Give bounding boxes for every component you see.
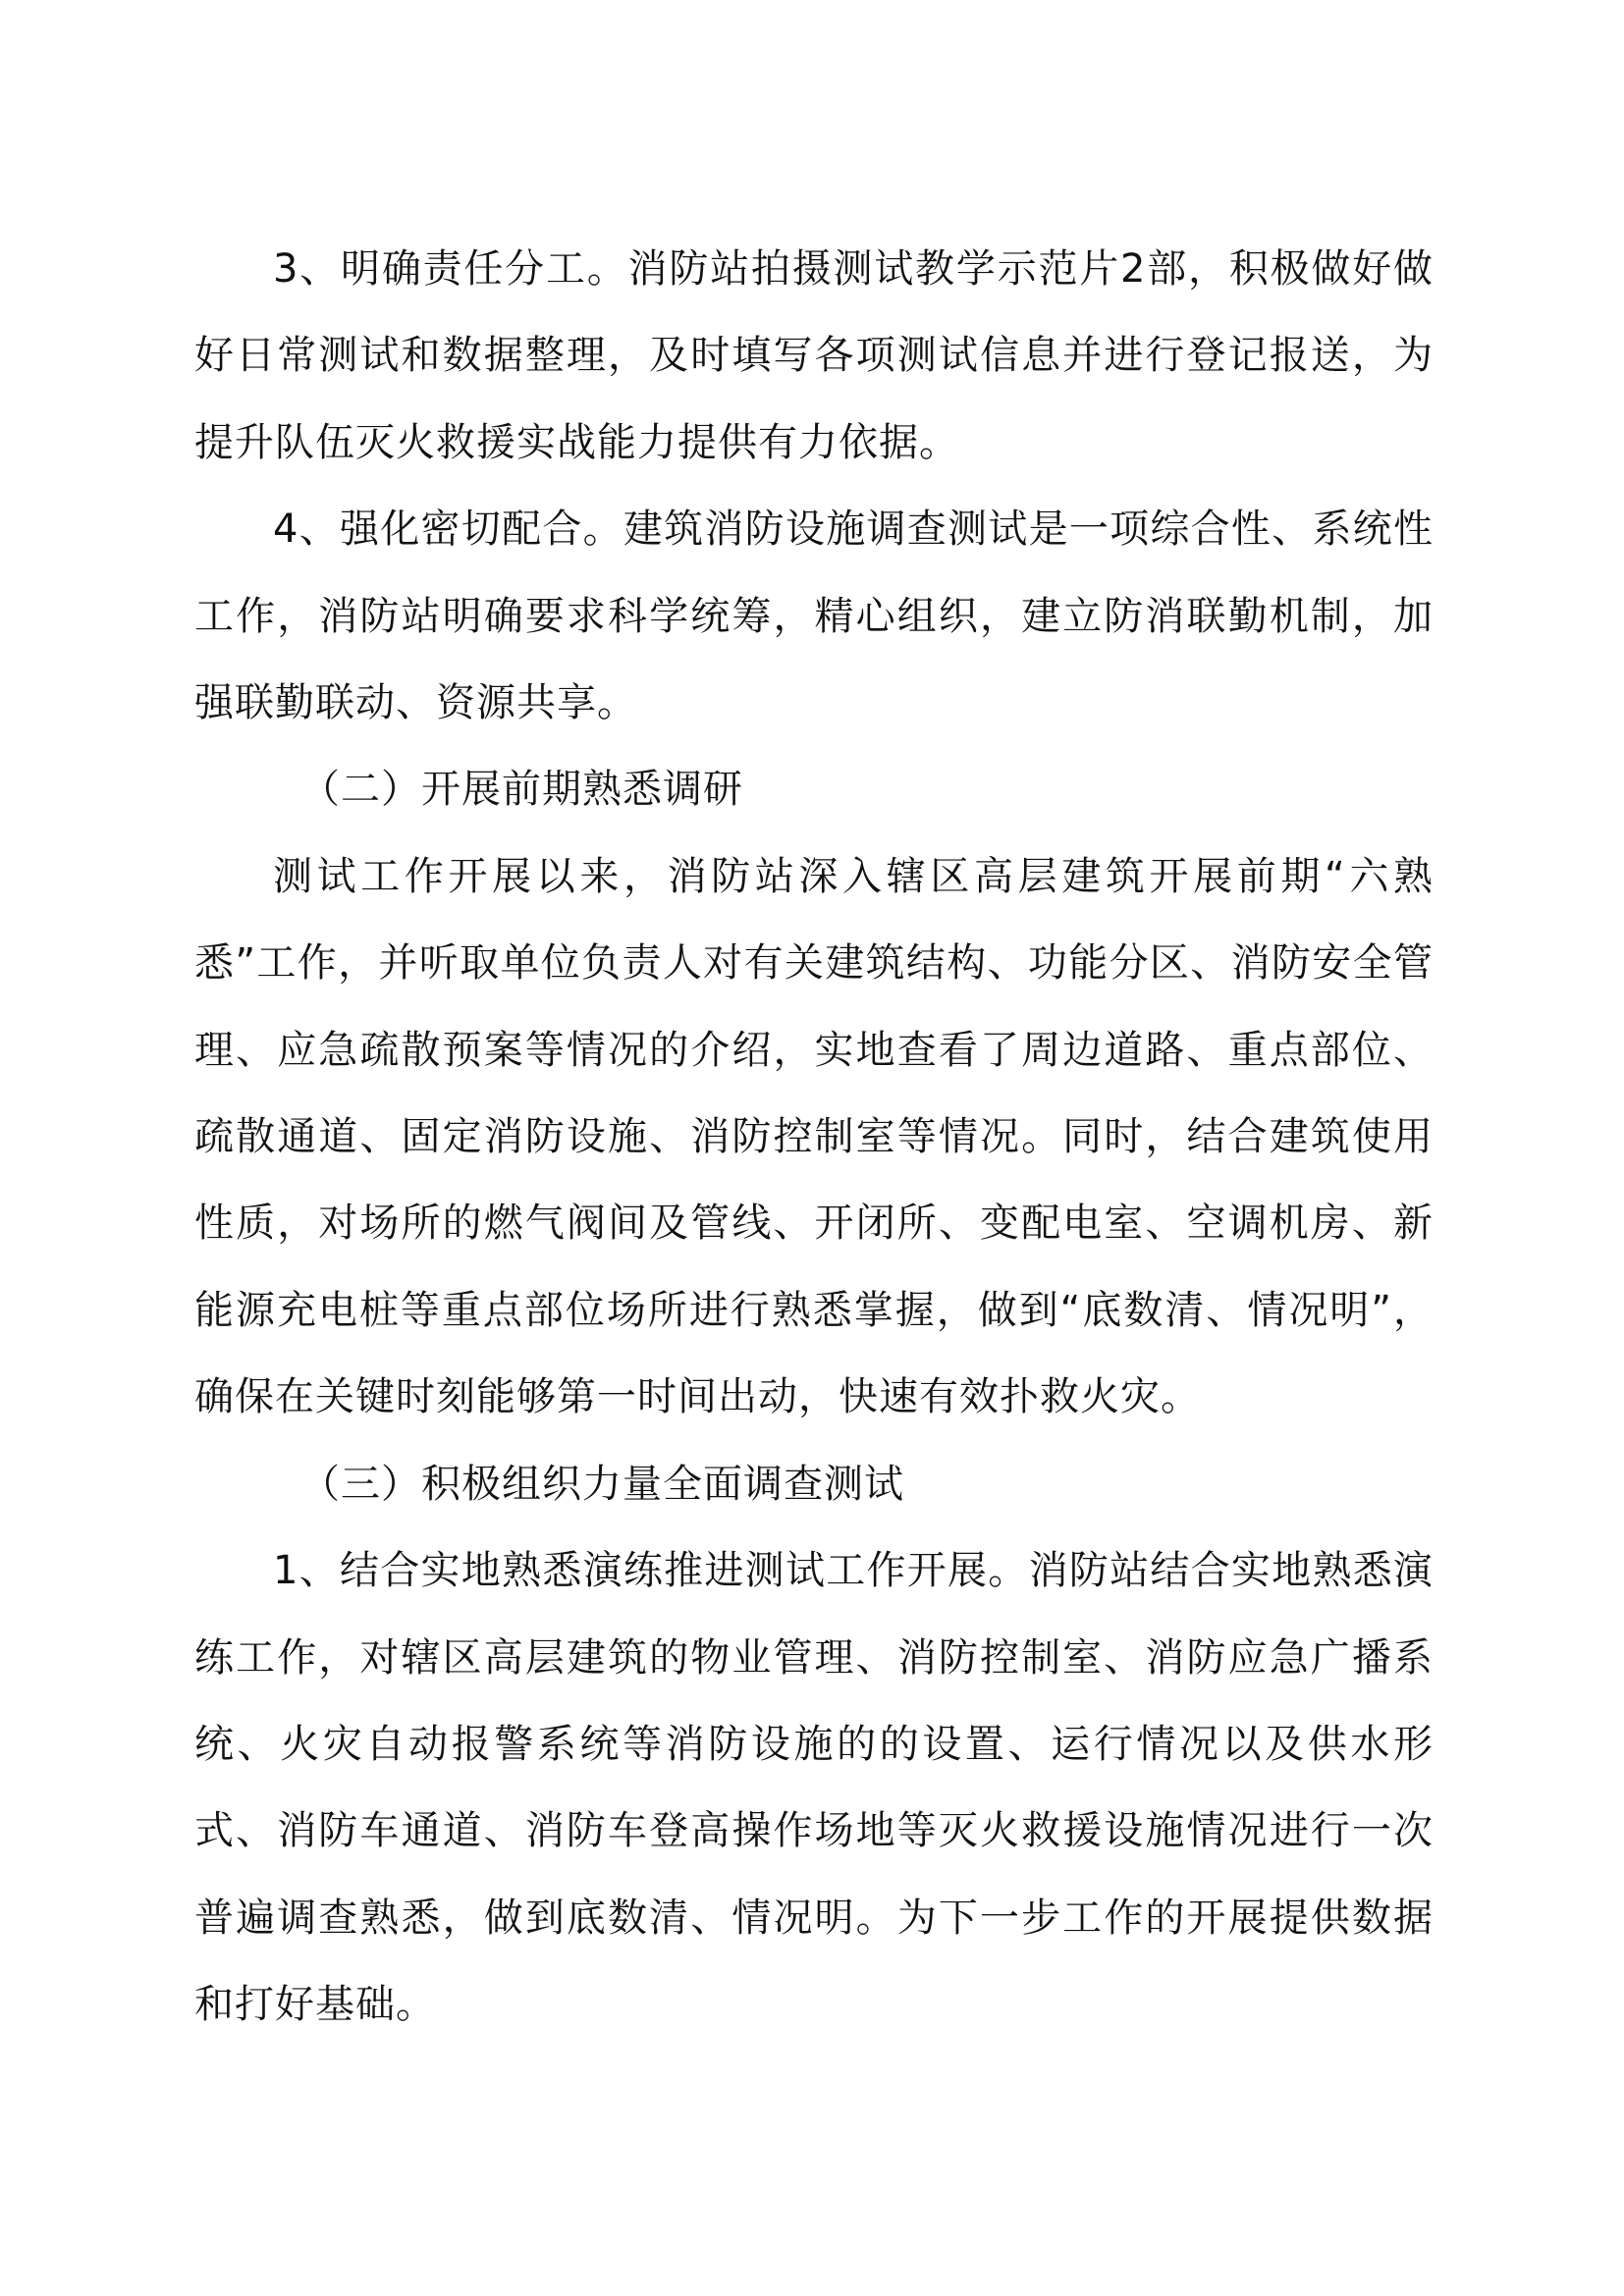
paragraph-familiarization: 测试工作开展以来，消防站深入辖区高层建筑开展前期“六熟悉”工作，并听取单位负责人对有关建筑结构、功能分区、消防安全管理、应急疏散预案等情况的介绍，实地查看了周边道路、重点部位、疏散通道、固定消防设施、消防控制室等情况。同时，结合建筑使用性质，对场所的燃气阀间及管线、开闭所、变配电室、空调机房、新能源充电桩等重点部位场所进行熟悉掌握，做到“底数清、情况明”，确保在关键时刻能够第一时间出动，快速有效扑救火灾。 <box>194 853 1434 1420</box>
paragraph-drill-testing: 1、结合实地熟悉演练推进测试工作开展。消防站结合实地熟悉演练工作，对辖区高层建筑的物业管理、消防控制室、消防应急广播系统、火灾自动报警系统等消防设施的的设置、运行情况以及供水形式、消防车通道、消防车登高操作场地等灭火救援设施情况进行一次普遍调查熟悉，做到底数清、情况明。为下一步工作的开展提供数据和打好基础。 <box>194 1548 1434 2028</box>
section-heading-2: （二）开展前期熟悉调研 <box>300 767 743 813</box>
paragraph-responsibility: 3、明确责任分工。消防站拍摄测试教学示范片2部，积极做好做好日常测试和数据整理，及时填写各项测试信息并进行登记报送，为提升队伍灭火救援实战能力提供有力依据。 <box>194 246 1434 465</box>
paragraph-cooperation: 4、强化密切配合。建筑消防设施调查测试是一项综合性、系统性工作，消防站明确要求科学统筹，精心组织，建立防消联勤机制，加强联勤联动、资源共享。 <box>194 507 1434 726</box>
section-heading-3: （三）积极组织力量全面调查测试 <box>300 1461 904 1507</box>
document-body <box>194 226 1434 2049</box>
